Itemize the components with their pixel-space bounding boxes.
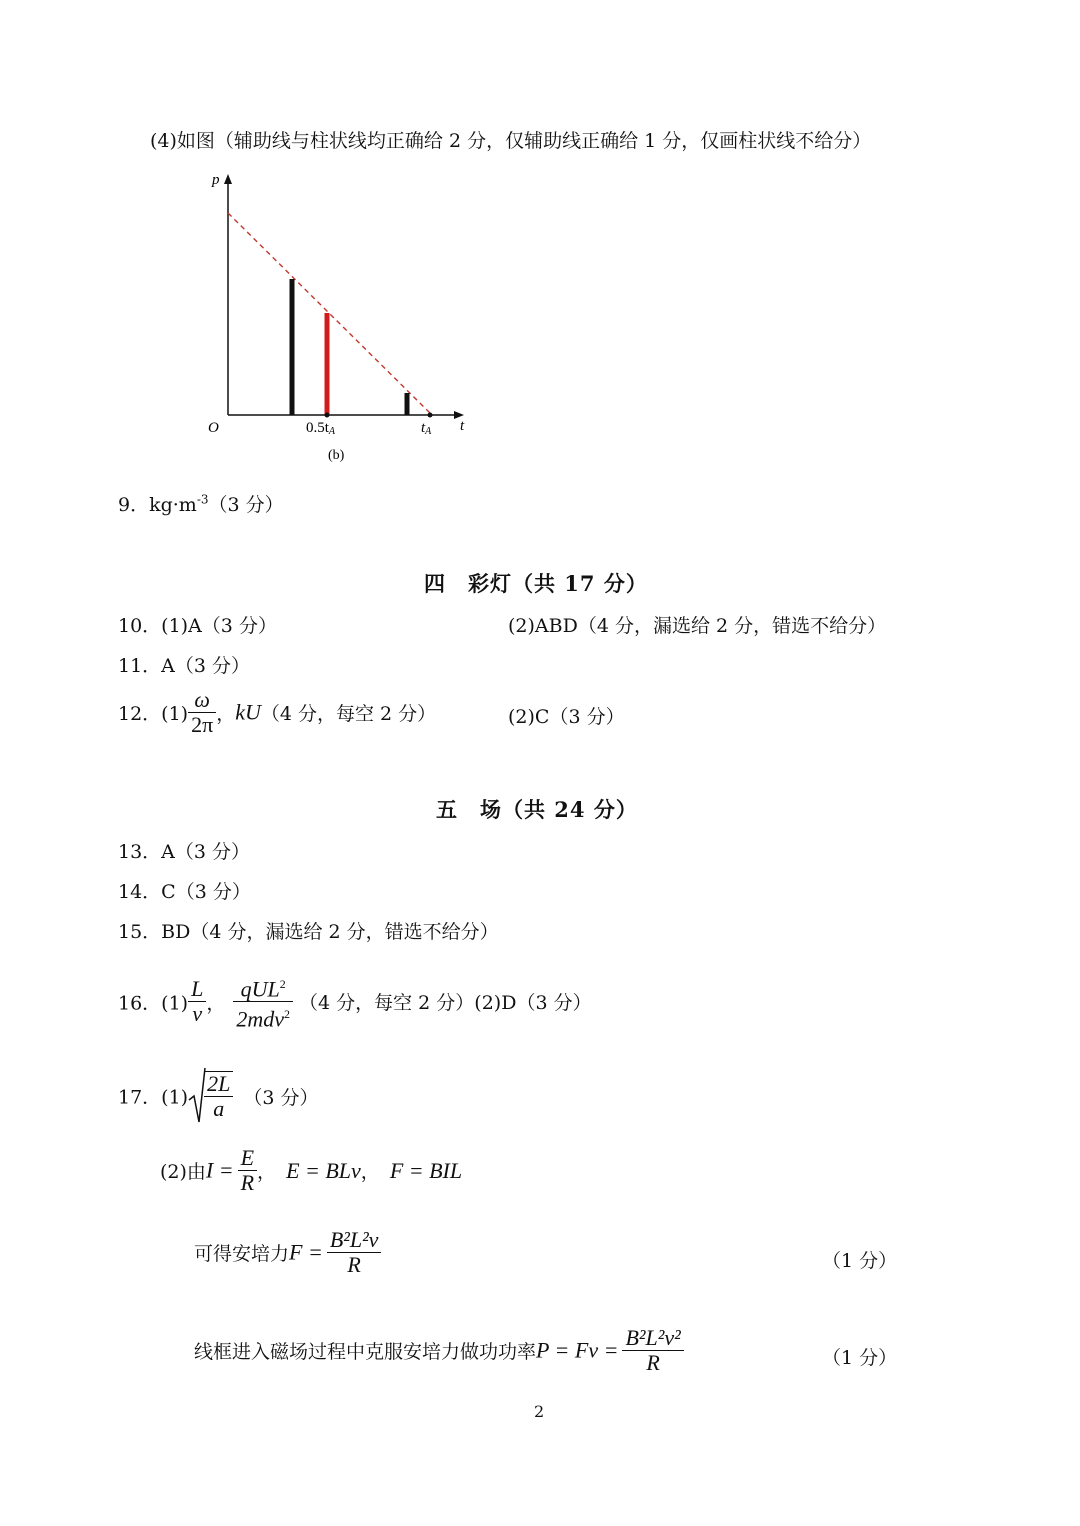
q10-part1: 10．(1)A（3 分）: [118, 615, 277, 637]
q17-part2: (2)由I = $\frac{E}{R}$ ， E = BLv， F = BIL: [160, 1145, 463, 1195]
q17-force-score: （1 分）: [822, 1250, 898, 1272]
q17-current-eq: I =: [205, 1157, 234, 1183]
origin-label: O: [208, 420, 219, 436]
pt-graph: [200, 168, 480, 468]
x-axis-label: t: [460, 418, 465, 434]
q12-fraction: $\frac{\omega}{2\pi}$: [188, 688, 216, 737]
q9-unit-exp: -3: [196, 492, 209, 507]
q17-force-eq: F = BIL: [389, 1157, 463, 1183]
tick-half-dot: [325, 413, 330, 418]
q9: [118, 490, 284, 517]
y-axis-label: p: [212, 172, 220, 188]
q17-power-fraction: $\frac{\text{B²L²v²}}{R}$: [622, 1326, 683, 1375]
section-4-title: 四 彩灯（共 17 分）: [424, 571, 648, 596]
q16-score: （4 分，每空 2 分）(2)D（3 分）: [299, 992, 592, 1015]
q12-part2: (2)C（3 分）: [508, 706, 625, 728]
q17-power-score: （1 分）: [822, 1347, 898, 1369]
auxiliary-dashed-line: [228, 213, 432, 415]
section-5-title: 五 场（共 24 分）: [436, 797, 638, 822]
page-number: 2: [534, 1402, 545, 1421]
q17-current-fraction: $\frac{E}{R}$: [238, 1146, 257, 1195]
q17-sqrt: $\frac{2L}{a}$: [188, 1066, 233, 1126]
q17-emf-eq: E = BLv: [286, 1157, 361, 1183]
q16: 16．(1) $\frac{L}{v}$ ， $\frac{qUL^2}{2mdv^2}$ （4 分，每空 2 分）(2)D（3 分）: [118, 972, 592, 1032]
q17-score: （3 分）: [243, 1086, 319, 1109]
item-4-text: (4)如图（辅助线与柱状线均正确给 2 分，仅辅助线正确给 1 分，仅画柱状线不给分）: [150, 130, 872, 152]
q11: 11．A（3 分）: [118, 655, 251, 677]
tick-end-dot: [428, 413, 433, 418]
q12-score: （4 分，每空 2 分）: [260, 703, 437, 725]
tick-end-label: tA: [421, 420, 432, 437]
q17-label: 17．(1): [118, 1086, 189, 1109]
q9-score: （3 分）: [208, 494, 284, 516]
q10-part2: (2)ABD（4 分，漏选给 2 分，错选不给分）: [508, 615, 887, 637]
q12: 12．(1) $\frac{\omega}{2\pi}$ ，kU（4 分，每空 2 分）: [118, 687, 437, 737]
q14: 14．C（3 分）: [118, 881, 251, 903]
q17-force-fraction: $\frac{\text{B²L²v}}{R}$: [327, 1228, 382, 1277]
q16-fraction-2: $\frac{qUL^2}{2mdv^2}$: [233, 972, 293, 1032]
q12-label: 12．(1): [118, 703, 189, 725]
tick-half-label: 0.5tA: [306, 420, 336, 437]
q16-label: 16．(1): [118, 992, 189, 1015]
q16-fraction-1: $\frac{L}{v}$: [188, 977, 206, 1026]
q17-force-line: 可得安培力F = $\frac{\text{B²L²v}}{R}$: [194, 1228, 381, 1277]
q15: 15．BD（4 分，漏选给 2 分，错选不给分）: [118, 921, 499, 943]
q9-unit: 9．kg·m: [118, 494, 197, 516]
y-axis-arrow: [224, 174, 232, 184]
figure-caption: (b): [328, 448, 345, 463]
q13: 13．A（3 分）: [118, 841, 251, 863]
q12-ku: kU: [235, 699, 261, 725]
q17-power-line: 线框进入磁场过程中克服安培力做功功率P = Fv = $\frac{\text{B²L²v²}}{R}$: [194, 1326, 684, 1375]
q17-part1: [118, 1066, 318, 1126]
